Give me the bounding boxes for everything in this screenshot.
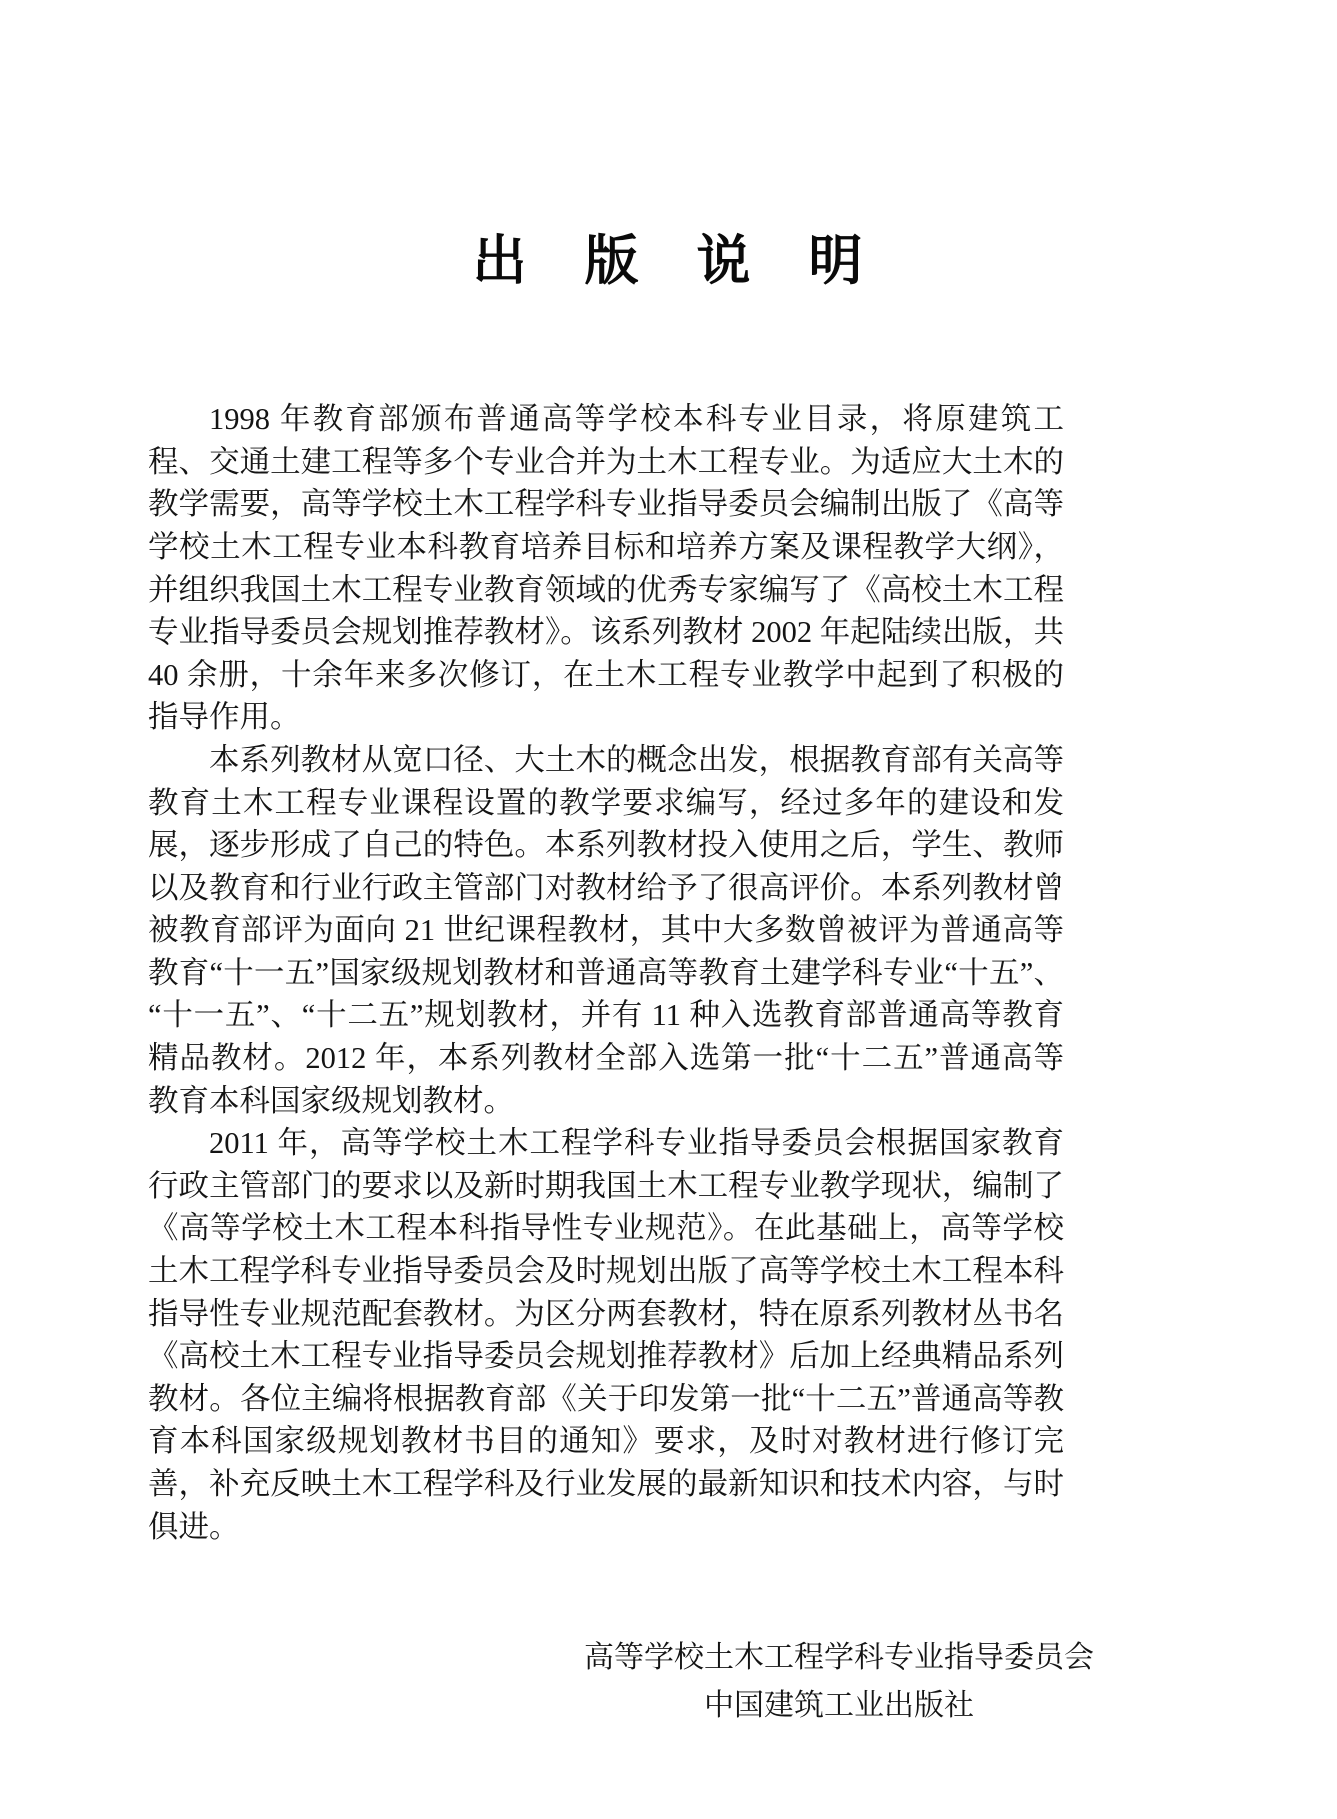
page-title: 出 版 说 明 — [472, 231, 865, 292]
document-body — [148, 398, 1064, 1548]
signature-committee: 高等学校土木工程学科专业指导委员会 — [584, 1641, 1094, 1675]
paragraph-3: 2011 年，高等学校土木工程学科专业指导委员会根据国家教育行政主管部门的要求以及新时期我国土木工程专业教学现状，编制了《高等学校土木工程本科指导性专业规范》。在此基础上，高等学校土木工程学科专业指导委员会及时规划出版了高等学校土木工程本科指导性专业规范配套教材。为区分两套教材，特在原系列教材丛书名《高校土木工程专业指导委员会规划推荐教材》后加上经典精品系列教材。各位主编将根据教育部《关于印发第一批“十二五”普通高等教育本科国家级规划教材书目的通知》要求，及时对教材进行修订完善，补充反映土木工程学科及行业发展的最新知识和技术内容，与时俱进。 — [148, 1126, 1064, 1544]
paragraph-1: 1998 年教育部颁布普通高等学校本科专业目录，将原建筑工程、交通土建工程等多个专业合并为土木工程专业。为适应大土木的教学需要，高等学校土木工程学科专业指导委员会编制出版了《高等学校土木工程专业本科教育培养目标和培养方案及课程教学大纲》，并组织我国土木工程专业教育领域的优秀专家编写了《高校土木工程专业指导委员会规划推荐教材》。该系列教材 2002 年起陆续出版，共 40 余册，十余年来多次修订，在土木工程专业教学中起到了积极的指导作用。 — [148, 402, 1064, 735]
signature-publisher: 中国建筑工业出版社 — [704, 1689, 974, 1723]
signature-block — [519, 1634, 1159, 1730]
paragraph-2: 本系列教材从宽口径、大土木的概念出发，根据教育部有关高等教育土木工程专业课程设置的教学要求编写，经过多年的建设和发展，逐步形成了自己的特色。本系列教材投入使用之后，学生、教师以及教育和行业行政主管部门对教材给予了很高评价。本系列教材曾被教育部评为面向 21 世纪课程教材，其中大多数曾被评为普通高等教育“十一五”国家级规划教材和普通高等教育土建学科专业“十五”、“十一五”、“十二五”规划教材，并有 11 种入选教育部普通高等教育精品教材。2012 年，本系列教材全部入选第一批“十二五”普通高等教育本科国家级规划教材。 — [148, 742, 1064, 1118]
